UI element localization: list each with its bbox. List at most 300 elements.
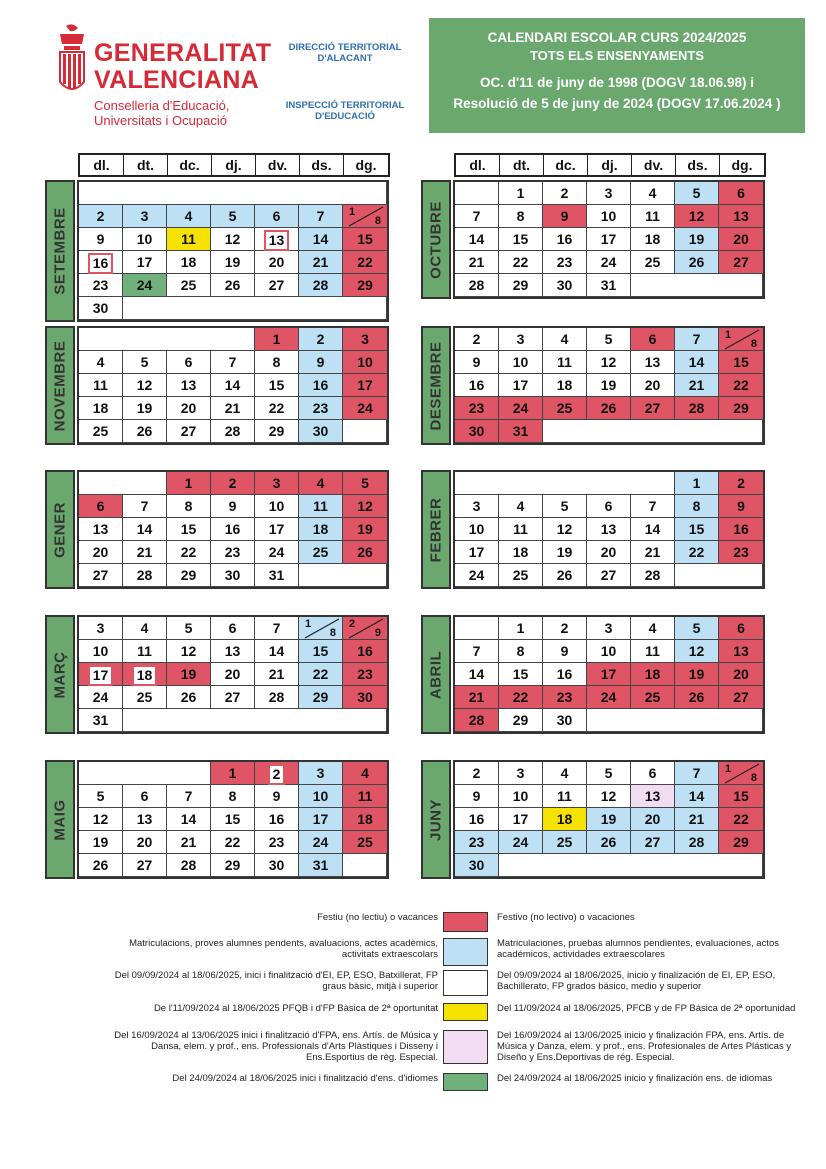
day-number: 27 [180, 423, 197, 439]
day-number: 13 [600, 521, 617, 537]
legend-text-spanish: Del 24/09/2024 al 18/06/2025 inicio y finalización ens. de idiomas [497, 1073, 773, 1084]
day-number: 1 [516, 620, 525, 636]
day-cell [299, 328, 343, 351]
day-number: 24 [268, 544, 285, 560]
day-cell [675, 808, 719, 831]
day-number: 5 [228, 208, 237, 224]
day-number: 24 [312, 834, 329, 850]
day-number: 16 [556, 666, 573, 682]
month-grid [453, 760, 765, 879]
day-cell [211, 274, 255, 297]
day-number: 10 [357, 354, 373, 370]
day-cell [299, 617, 343, 640]
empty-cell [455, 617, 499, 640]
legend-text-spanish: Del 16/09/2024 al 13/06/2025 inicio y finalización FPA, ens. Artís. de Música y Danza, elem. y prof., ens. Profesionales de Artes Plásticas y Diseño y Ens.Deportivas de rég. Especial. [497, 1030, 792, 1063]
day-cell [499, 374, 543, 397]
day-number: 12 [688, 643, 705, 659]
day-cell [675, 762, 719, 785]
day-number: 22 [512, 689, 529, 705]
month-label [421, 470, 451, 589]
day-cell [675, 686, 719, 709]
day-cell [499, 495, 543, 518]
logo-sub1: Conselleria d'Educació, [94, 98, 230, 113]
day-cell [587, 541, 631, 564]
insp-line2: D'EDUCACIÓ [315, 111, 375, 122]
day-cell [123, 640, 167, 663]
day-cell [167, 374, 211, 397]
day-number: 26 [688, 689, 705, 705]
day-number: 10 [268, 498, 285, 514]
day-number: 15 [312, 643, 329, 659]
day-number: 6 [140, 788, 149, 804]
day-cell [719, 762, 763, 785]
day-number: 22 [312, 666, 329, 682]
day-cell [455, 495, 499, 518]
day-cell [543, 205, 587, 228]
day-cell [79, 663, 123, 686]
day-cell [255, 472, 299, 495]
day-cell [167, 808, 211, 831]
day-cell [167, 785, 211, 808]
day-cell [167, 640, 211, 663]
day-number: 4 [140, 620, 149, 636]
weekday-5: ds. [676, 155, 720, 175]
day-number: 11 [137, 643, 152, 659]
day-cell [455, 686, 499, 709]
day-number: 19 [556, 544, 573, 560]
legend-swatch [443, 1003, 488, 1021]
day-cell [543, 495, 587, 518]
day-number: 1 [516, 185, 525, 201]
empty-cell [675, 564, 763, 587]
day-cell [499, 328, 543, 351]
month-grid [453, 180, 765, 299]
day-cell [123, 686, 167, 709]
day-cell [499, 251, 543, 274]
day-number: 31 [268, 567, 285, 583]
day-number: 25 [644, 689, 661, 705]
day-number: 23 [224, 544, 241, 560]
day-number: 28 [468, 277, 485, 293]
logo-sub2: Universitats i Ocupació [94, 113, 227, 128]
day-cell [499, 274, 543, 297]
day-number: 23 [556, 254, 573, 270]
day-cell [631, 808, 675, 831]
day-cell [675, 251, 719, 274]
day-cell [543, 397, 587, 420]
day-number: 31 [600, 277, 617, 293]
day-number: 2 [472, 765, 481, 781]
day-number: 25 [136, 689, 153, 705]
day-cell [499, 397, 543, 420]
day-cell [631, 495, 675, 518]
day-number: 9 [272, 788, 281, 804]
day-cell [167, 831, 211, 854]
day-number: 5 [96, 788, 105, 804]
day-cell [499, 709, 543, 732]
day-number: 29 [512, 712, 529, 728]
day-number: 7 [472, 208, 481, 224]
day-number: 28 [312, 277, 329, 293]
day-number: 25 [357, 834, 373, 850]
day-number: 12 [600, 354, 617, 370]
day-cell [79, 808, 123, 831]
day-cell [499, 420, 543, 443]
day-cell [719, 205, 763, 228]
day-number: 27 [224, 689, 241, 705]
day-number: 20 [644, 811, 661, 827]
day-cell [211, 831, 255, 854]
day-number: 10 [468, 521, 485, 537]
day-cell [123, 374, 167, 397]
day-number: 1 [692, 475, 701, 491]
day-cell [543, 351, 587, 374]
day-number: 17 [600, 666, 617, 682]
day-cell [123, 274, 167, 297]
day-number: 17 [357, 377, 373, 393]
day-cell [499, 541, 543, 564]
month-name: ABRIL [427, 650, 445, 699]
day-number: 2 [349, 618, 356, 630]
day-number: 29 [312, 689, 329, 705]
day-number: 28 [136, 567, 153, 583]
day-cell [167, 228, 211, 251]
day-cell [543, 518, 587, 541]
day-number: 26 [136, 423, 153, 439]
month-grid [453, 470, 765, 589]
day-cell [343, 495, 387, 518]
day-number: 30 [556, 712, 573, 728]
day-number: 13 [644, 354, 661, 370]
day-cell [587, 182, 631, 205]
day-cell [255, 328, 299, 351]
day-cell [455, 854, 499, 877]
day-number: 14 [688, 354, 705, 370]
day-cell [255, 518, 299, 541]
day-number: 6 [648, 765, 657, 781]
day-number: 27 [733, 254, 749, 270]
day-cell [343, 397, 387, 420]
legend-text-valencian: Festiu (no lectiu) o vacances [317, 912, 438, 923]
day-number: 26 [600, 834, 617, 850]
day-number: 13 [180, 377, 197, 393]
day-number: 13 [644, 788, 661, 804]
day-cell [455, 709, 499, 732]
weekday-2: dc. [168, 155, 212, 175]
day-number: 6 [272, 208, 281, 224]
day-number: 2 [560, 620, 569, 636]
day-cell [167, 617, 211, 640]
month-grid [77, 760, 389, 879]
day-cell [587, 374, 631, 397]
day-number: 3 [316, 765, 325, 781]
inspeccio-territorial [280, 100, 410, 122]
day-number: 17 [312, 811, 329, 827]
day-number: 3 [361, 331, 369, 347]
empty-cell [343, 854, 387, 877]
day-number: 23 [733, 544, 749, 560]
weekday-5: ds. [300, 155, 344, 175]
day-number: 1 [725, 763, 732, 775]
day-cell [79, 617, 123, 640]
day-cell [543, 182, 587, 205]
day-cell [211, 228, 255, 251]
day-number: 27 [92, 567, 109, 583]
day-number: 14 [688, 788, 705, 804]
weekday-6: dg. [731, 157, 753, 173]
day-cell [343, 274, 387, 297]
month-name: MARÇ [51, 651, 69, 698]
day-number: 16 [556, 231, 573, 247]
day-cell [255, 374, 299, 397]
day-cell [167, 541, 211, 564]
day-cell [123, 251, 167, 274]
day-number: 30 [92, 300, 109, 316]
day-cell [455, 663, 499, 686]
day-number: 2 [228, 475, 237, 491]
weekday-0: dl. [80, 155, 124, 175]
day-cell [631, 785, 675, 808]
day-number: 12 [92, 811, 109, 827]
day-cell [343, 472, 387, 495]
month-grid [453, 615, 765, 734]
day-cell [719, 374, 763, 397]
day-number: 11 [557, 354, 572, 370]
day-cell [79, 297, 123, 320]
day-number: 27 [600, 567, 617, 583]
weekday-header-left [78, 153, 390, 177]
day-cell [675, 831, 719, 854]
day-number: 21 [180, 834, 197, 850]
day-number: 20 [644, 377, 661, 393]
day-number: 19 [357, 521, 373, 537]
day-cell [211, 420, 255, 443]
weekday-3: dj. [588, 155, 632, 175]
day-cell [211, 808, 255, 831]
day-number: 23 [556, 689, 573, 705]
day-number-second: 8 [750, 338, 757, 350]
day-cell [123, 663, 167, 686]
day-cell [299, 541, 343, 564]
day-cell [343, 686, 387, 709]
legend-swatch [443, 938, 488, 966]
day-number: 21 [688, 377, 705, 393]
empty-cell [343, 420, 387, 443]
day-cell [79, 205, 123, 228]
day-number: 8 [516, 208, 525, 224]
day-number: 26 [224, 277, 241, 293]
day-cell [167, 420, 211, 443]
day-cell [211, 397, 255, 420]
day-number: 23 [92, 277, 109, 293]
day-cell [211, 472, 255, 495]
day-number: 2 [316, 331, 325, 347]
day-cell [719, 831, 763, 854]
day-number: 10 [92, 643, 109, 659]
day-number: 19 [136, 400, 153, 416]
day-cell [587, 251, 631, 274]
day-cell [455, 808, 499, 831]
day-cell [631, 182, 675, 205]
day-number: 27 [644, 834, 661, 850]
dir-line2: D'ALACANT [317, 53, 373, 64]
day-number: 30 [312, 423, 329, 439]
day-number: 17 [136, 254, 153, 270]
empty-cell [79, 762, 211, 785]
month-name: OCTUBRE [427, 200, 445, 279]
day-cell [675, 617, 719, 640]
day-number: 22 [733, 811, 749, 827]
day-cell [455, 251, 499, 274]
legend-text-spanish: Del 11/09/2024 al 18/06/2025, PFCB y de FP Básica de 2ª oportunidad [497, 1003, 796, 1014]
day-cell [499, 663, 543, 686]
day-number: 19 [92, 834, 109, 850]
day-number: 17 [88, 665, 114, 686]
day-number: 31 [92, 712, 109, 728]
day-cell [675, 351, 719, 374]
day-number: 24 [600, 689, 617, 705]
day-cell [167, 686, 211, 709]
day-number: 6 [604, 498, 613, 514]
day-cell [255, 663, 299, 686]
day-cell [675, 205, 719, 228]
day-cell [299, 785, 343, 808]
day-cell [123, 541, 167, 564]
month-grid [453, 326, 765, 445]
day-cell [123, 228, 167, 251]
empty-cell [543, 420, 763, 443]
legend-text-valencian: Del 09/09/2024 al 18/06/2025, inici i finalització d'EI, EP, ESO, Batxillerat, FP graus bàsic, mitjà i superior [114, 970, 438, 992]
day-number: 14 [312, 231, 329, 247]
day-cell [343, 640, 387, 663]
day-cell [79, 420, 123, 443]
day-cell [255, 274, 299, 297]
day-number-second: 8 [374, 215, 381, 227]
day-number: 24 [512, 834, 529, 850]
day-number: 26 [92, 857, 109, 873]
day-number: 8 [692, 498, 701, 514]
day-number: 29 [268, 423, 285, 439]
day-number: 18 [180, 254, 197, 270]
day-cell [211, 374, 255, 397]
day-cell [631, 374, 675, 397]
day-number: 22 [688, 544, 705, 560]
day-cell [343, 205, 387, 228]
day-cell [167, 397, 211, 420]
day-cell [123, 785, 167, 808]
month-grid [77, 180, 389, 322]
day-cell [79, 251, 123, 274]
day-number: 30 [357, 689, 373, 705]
day-number: 18 [644, 666, 661, 682]
day-number: 14 [224, 377, 241, 393]
day-number: 14 [468, 231, 485, 247]
day-number: 9 [472, 354, 481, 370]
day-cell [255, 564, 299, 587]
day-number: 12 [180, 643, 197, 659]
day-cell [455, 274, 499, 297]
day-cell [211, 762, 255, 785]
day-cell [79, 518, 123, 541]
weekday-header-right [454, 153, 766, 177]
month-name: FEBRER [427, 497, 445, 562]
day-number-second: 8 [750, 772, 757, 784]
day-cell [255, 351, 299, 374]
day-cell [719, 518, 763, 541]
day-cell [79, 274, 123, 297]
empty-cell [299, 564, 387, 587]
day-cell [587, 808, 631, 831]
day-number: 6 [737, 185, 745, 201]
day-number: 7 [648, 498, 657, 514]
legend-swatch [443, 912, 488, 932]
day-number: 3 [272, 475, 281, 491]
day-cell [343, 831, 387, 854]
day-number: 28 [468, 712, 485, 728]
legend-text-valencian: Del 16/09/2024 al 13/06/2025 inici i finalització d'FPA, ens. Artís. de Música y Dansa, elem. y prof., ens. Professionals d'Arts Plàstiques i Disseny i Ens.Esportius de règ. Especial. [114, 1030, 438, 1063]
day-cell [587, 564, 631, 587]
day-cell [499, 808, 543, 831]
day-number: 11 [357, 788, 373, 804]
weekday-0: dl. [456, 155, 500, 175]
day-cell [211, 495, 255, 518]
day-cell [343, 617, 387, 640]
day-cell [211, 205, 255, 228]
day-number: 10 [136, 231, 153, 247]
day-cell [299, 205, 343, 228]
day-cell [543, 762, 587, 785]
day-cell [499, 617, 543, 640]
month-name: SETEMBRE [51, 207, 69, 295]
day-cell [343, 328, 387, 351]
weekday-3: dj. [212, 155, 256, 175]
day-number: 23 [312, 400, 329, 416]
day-cell [343, 351, 387, 374]
month-name: DESEMBRE [427, 340, 445, 431]
day-cell [79, 785, 123, 808]
day-cell [255, 854, 299, 877]
day-number: 5 [604, 765, 613, 781]
day-cell [255, 617, 299, 640]
title-line1: CALENDARI ESCOLAR CURS 2024/2025 [487, 30, 747, 45]
day-cell [167, 495, 211, 518]
day-cell [675, 228, 719, 251]
day-cell [587, 228, 631, 251]
day-cell [499, 205, 543, 228]
day-cell [543, 709, 587, 732]
day-cell [455, 351, 499, 374]
day-number: 20 [733, 666, 749, 682]
day-number: 7 [692, 765, 701, 781]
day-cell [587, 328, 631, 351]
day-cell [211, 663, 255, 686]
day-cell [79, 640, 123, 663]
direccio-territorial [280, 42, 410, 64]
day-cell [455, 831, 499, 854]
legend-text-spanish: Del 09/09/2024 al 18/06/2025, inicio y finalización de EI, EP, ESO, Bachillerato, FP grados básico, medio y superior [497, 970, 776, 992]
day-number: 23 [357, 666, 373, 682]
day-number: 13 [136, 811, 153, 827]
day-cell [719, 351, 763, 374]
day-number: 5 [692, 620, 701, 636]
empty-cell [455, 182, 499, 205]
day-cell [343, 762, 387, 785]
day-number: 3 [604, 185, 613, 201]
month-label [421, 180, 451, 299]
weekday-1: dt. [500, 155, 544, 175]
day-cell [211, 518, 255, 541]
day-cell [79, 351, 123, 374]
